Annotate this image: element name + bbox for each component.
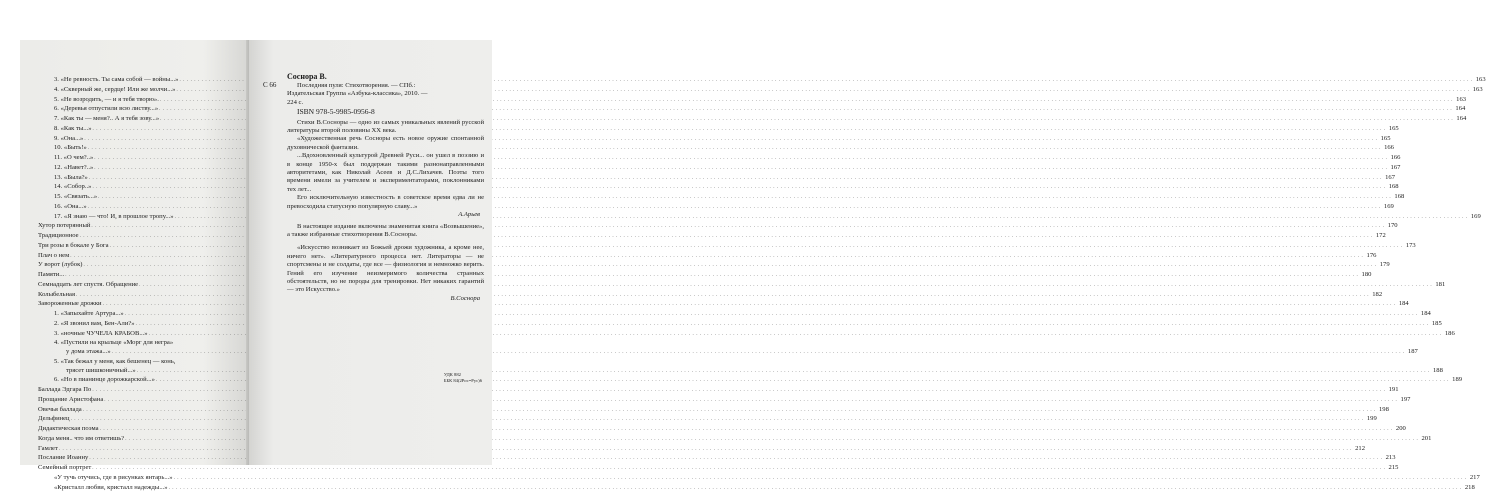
annotation-p3: ...Вдохновленный культурой Древней Руси... он ушел в поэзию и в конце 1950-х был поддержан такими разнонаправленными авторитетами, как Николай Асеев и Д.С.Лихачев. Поэты того времени имели за учителем и экспериментаторами, поклонниками тех лет... [287, 152, 484, 193]
toc-entry [38, 183, 1399, 193]
toc-entry-page: 165 [1388, 124, 1399, 132]
toc-entry-title: у дома этажа...» [66, 348, 111, 355]
signature-sosnora: В.Соснора [450, 294, 480, 302]
toc-entry-title: Традиционное [38, 232, 79, 239]
toc-entry [38, 348, 1418, 358]
toc-entry-page: 218 [1464, 483, 1475, 491]
toc-entry [38, 386, 1399, 396]
toc-entry-title: Дельфинец [38, 415, 70, 423]
toc-entry [38, 280, 1446, 291]
toc-entry-page: 169 [1383, 202, 1394, 210]
toc-entry-title: Овечья баллада [38, 405, 82, 413]
toc-entry-page: 181 [1435, 280, 1446, 288]
classification-codes [444, 372, 482, 383]
toc-entry-page: 184 [1420, 310, 1431, 317]
toc-entry-page: 191 [1388, 386, 1399, 393]
toc-entry [38, 434, 1432, 445]
toc-entry [38, 358, 237, 367]
toc-entry-title: 3. «ночные ЧУЧЕЛА КРАБОВ...» [54, 329, 148, 337]
toc-entry-title: 1. «Запыхайте Артура...» [54, 310, 124, 317]
toc-entry-page: 215 [1388, 464, 1399, 471]
toc-entry [38, 425, 1406, 435]
toc-entry-title: 9. «Она...» [54, 134, 84, 142]
toc-entry-page: 163 [1456, 95, 1467, 103]
toc-entry-title: Баллада Эдгара По [38, 386, 92, 393]
toc-entry-page: 197 [1400, 395, 1411, 403]
bibliographic-card [263, 72, 484, 306]
toc-entry-title: 8. «Как ты...» [54, 124, 92, 132]
toc-entry-title: Семнадцать лет спустя. Обращение [38, 280, 139, 288]
toc-entry-page: 168 [1388, 183, 1399, 191]
toc-entry-title: 17. «Я знаю — что! И, в прошлое тропу...» [54, 212, 174, 220]
toc-entry-page: 176 [1366, 251, 1377, 259]
toc-entry-page: 186 [1444, 329, 1455, 337]
toc-entry-page: 166 [1390, 154, 1401, 161]
toc-entry-title: Гамлет [38, 444, 58, 452]
toc-entry-title: Прощание Аристофана [38, 395, 104, 403]
toc-entry [38, 163, 1401, 174]
toc-entry [38, 454, 1396, 464]
annotation-quote: «Искусство возникает из Божьей дрожи художника, а кроме нее, ничего нет». «Литературного процесса нет. Литераторы — не спортсмены и не солдаты, где все — физиология и немножко верить. Гений его изучение неизмеримого количества странных обстоятельств, но не породы для тренировки. Нет никаких гарантий — это Искусство.» [287, 244, 484, 294]
toc-entry-page: 167 [1385, 173, 1396, 181]
toc-entry-page: 163 [1475, 76, 1486, 83]
toc-entry [38, 271, 1372, 281]
toc-entry-title: Плач о нем [38, 251, 70, 259]
publisher-line: Издательская Группа «Азбука-классика», 2010. — [287, 90, 428, 98]
toc-entry-title: Дидактическая поэма [38, 425, 99, 432]
toc-entry-title: 2. «Я звонил вам, Бен-Али?» [54, 319, 135, 327]
annotation-p2: «Художественная речь Сосноры есть новое оружие спонтанной духовнической фантазии. [287, 135, 484, 151]
toc-entry-title: 4. «Скверный же, сердце! Или же молчи...» [54, 85, 176, 93]
toc-entry-page: 198 [1379, 405, 1389, 413]
toc-entry-page: 179 [1379, 261, 1390, 269]
toc-entry-title: 6. «Деревья отпустили всю листву...» [54, 105, 159, 113]
toc-entry [38, 144, 1394, 154]
annotation-p5: В настоящее издание включены знаменитая книга «Возвышение», а также избранные стихотворения В.Сосноры. [287, 222, 484, 238]
toc-entry-title: 16. «Она...» [54, 202, 87, 210]
toc-entry-title: 6. «Но в пианинце дорожкарской...» [54, 376, 155, 384]
toc-entry-title: Семейный портрет [38, 464, 92, 471]
annotation-p4: Его исключительную известность в советское время едва ли не превосходила статусную популярную славу...» [287, 194, 484, 210]
toc-entry-title: Когда меня.. что им ответишь? [38, 434, 125, 442]
toc-entry [38, 251, 1377, 262]
toc-leader-dots [174, 474, 1467, 484]
toc-entry-page: 201 [1421, 434, 1432, 442]
toc-entry-page: 199 [1366, 415, 1377, 423]
toc-entry-title: «Кристалл любви, кристалл надежды...» [54, 483, 168, 491]
toc-entry [38, 173, 1396, 184]
toc-entry [38, 154, 1401, 164]
toc-entry [38, 405, 1389, 416]
toc-entry [38, 329, 1455, 340]
toc-entry [38, 232, 1386, 242]
toc-entry [38, 415, 1377, 425]
toc-entry-page: 173 [1405, 241, 1416, 249]
toc-entry-title: 7. «Как ты — меня?.. А я тебя зову...» [54, 115, 160, 122]
signature-arev: А.Арьев [458, 211, 480, 219]
pages-line: 224 с. [287, 98, 304, 106]
toc-entry-page: 187 [1407, 348, 1418, 355]
toc-entry-page: 164 [1455, 105, 1466, 113]
toc-entry [38, 241, 1416, 252]
toc-entry [38, 115, 1467, 125]
toc-entry-title: «У тучь отучись, где в рисунках янтарь...» [54, 473, 173, 481]
toc-entry [38, 261, 1390, 271]
toc-entry-title: трясет шишконичный...» [66, 366, 136, 374]
toc-entry-page: 170 [1387, 222, 1398, 230]
toc-entry-title: Памяти... [38, 271, 65, 278]
toc-entry-title: Три розы в бокале у Бога [38, 241, 109, 249]
toc-leader-dots [169, 484, 1462, 494]
toc-entry [38, 300, 1409, 310]
udk-code: УДК 882 [443, 372, 461, 377]
toc-entry-page: 212 [1355, 444, 1366, 452]
toc-entry-title: 12. «Навет?..» [54, 163, 94, 171]
author-name: Соснора В. [287, 72, 327, 81]
toc-entry-title: 3. «Не ревность. Ты сама собой — войны...» [54, 76, 179, 83]
toc-entry-page: 165 [1380, 134, 1391, 142]
toc-entry [38, 483, 1475, 494]
toc-entry-page: 163 [1472, 85, 1483, 93]
isbn: ISBN 978-5-9985-0956-8 [297, 107, 375, 117]
book-spread [20, 40, 1486, 491]
toc-entry-page: 184 [1398, 300, 1409, 308]
toc-entry-page: 182 [1372, 290, 1383, 298]
toc-entry-title: Послание Иоанну [38, 454, 89, 462]
toc-entry-title: Хутор потерянный [38, 222, 91, 230]
toc-entry [38, 473, 1480, 484]
toc-entry-title: Колыбельная [38, 290, 75, 298]
toc-entry-title: 5. «Не возродить, — и я тебя творю». [54, 95, 159, 103]
toc-entry [38, 464, 1399, 474]
toc-entry-title: 5. «Так бежал у меня, как бешенец — конь, [54, 357, 176, 365]
right-page-imprint [249, 40, 492, 465]
toc-entry-page: 172 [1375, 232, 1386, 239]
toc-entry-page: 167 [1390, 163, 1401, 171]
toc-entry-page: 185 [1431, 319, 1442, 327]
toc-entry-page: 217 [1469, 473, 1480, 481]
toc-entry-page: 188 [1432, 366, 1443, 374]
toc-entry-title: 13. «Была?» [54, 173, 88, 181]
toc-entry-title: 10. «Быть!» [54, 144, 87, 152]
catalog-code: С 66 [263, 81, 277, 89]
toc-entry-title: 4. «Пустили на крыльце «Морг для негра» [54, 339, 174, 347]
toc-entry [38, 339, 237, 348]
toc-entry [38, 444, 1366, 455]
toc-entry-page: 166 [1384, 144, 1394, 152]
toc-entry [38, 319, 1442, 330]
toc-entry-page: 200 [1395, 425, 1406, 432]
toc-entry-title: Завороженные дрожки [38, 300, 102, 308]
bbk-code: ББК 84(2Рос=Рус)6 [443, 377, 482, 383]
toc-entry-page: 164 [1456, 115, 1467, 122]
toc-entry [38, 395, 1411, 406]
toc-entry-page: 189 [1452, 376, 1463, 384]
toc-entry-title: 11. «О чем?..» [54, 154, 94, 161]
toc-entry-page: 169 [1470, 212, 1481, 220]
toc-entry-title: 15. «Связать...» [54, 193, 98, 200]
toc-leader-dots [92, 464, 1385, 474]
toc-entry [38, 310, 1431, 320]
toc-entry-title: У ворот (лубок) [38, 261, 83, 269]
title-line: Последняя пуля: Стихотворения. — СПб.: [297, 82, 416, 89]
toc-entry-page: 180 [1361, 271, 1372, 278]
toc-entry-page: 168 [1394, 193, 1405, 200]
annotation-p1: Стихи В.Сосноры — одно из самых уникальных явлений русской литературы второй половины XX века. [287, 118, 484, 135]
toc-entry-page: 213 [1385, 454, 1396, 462]
toc-entry-title: 14. «Собор..» [54, 183, 92, 191]
